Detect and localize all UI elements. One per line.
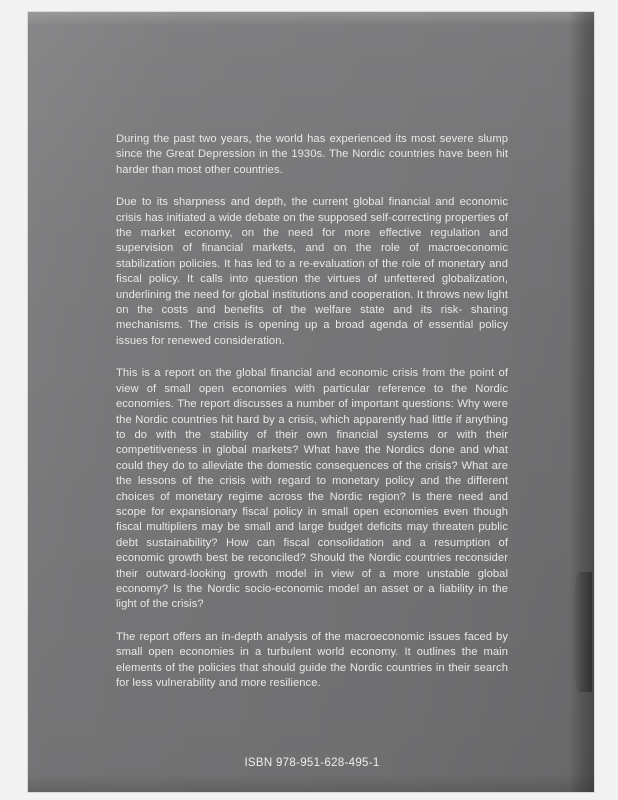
- spine-shadow: [570, 12, 594, 792]
- isbn-text: ISBN 978-951-628-495-1: [244, 757, 380, 769]
- blurb-paragraph-2: Due to its sharpness and depth, the current global financial and economic crisis has initiated a wide debate on the supposed self-correcting properties of the market economy, on the need for more effective regulation and supervision of financial markets, and on the role of macroeconomic stabilization policies. It has led to a re-evaluation of the role of monetary and fiscal policy. It calls into question the virtues of unfettered globalization, underlining the need for global institutions and cooperation. It throws new light on the costs and benefits of the welfare state and its risk- sharing mechanisms. The crisis is opening up a broad agenda of essential policy issues for renewed consideration.: [116, 196, 508, 347]
- cover-fold-notch: [572, 572, 592, 692]
- cover-bottom-edge-shadow: [28, 774, 594, 792]
- book-back-cover: [28, 12, 594, 792]
- blurb-paragraph-4: The report offers an in-depth analysis of the macroeconomic issues faced by small open economies in a turbulent world economy. It outlines the main elements of the policies that should guide the Nordic countries in their search for less vulnerability and more resilience.: [116, 630, 508, 689]
- blurb-paragraph-1: During the past two years, the world has experienced its most severe slump since the Great Depression in the 1930s. The Nordic countries have been hit harder than most other countries.: [116, 133, 508, 176]
- blurb-text-block: [116, 132, 508, 691]
- cover-top-edge-highlight: [28, 12, 594, 26]
- blurb-paragraph-3: This is a report on the global financial and economic crisis from the point of view of small open economies with particular reference to the Nordic economies. The report discusses a number of important questions: Why were the Nordic countries hit hard by a crisis, which apparently had little if anything to do with the stability of their own financial systems or with their competitiveness in global markets? What have the Nordics done and what could they do to alleviate the domestic consequences of the crisis? What are the lessons of the crisis with regard to monetary policy and the different choices of monetary regime across the Nordic region? Is there need and scope for expansionary fiscal policy in small open economies even though fiscal multipliers may be small and large budget deficits may threaten public debt sustainability? How can fiscal consolidation and a resumption of economic growth best be reconciled? Should the Nordic countries reconsider their outward-looking growth model in view of a more unstable global economy? Is the Nordic socio-economic model an asset or a liability in the light of the crisis?: [116, 367, 508, 611]
